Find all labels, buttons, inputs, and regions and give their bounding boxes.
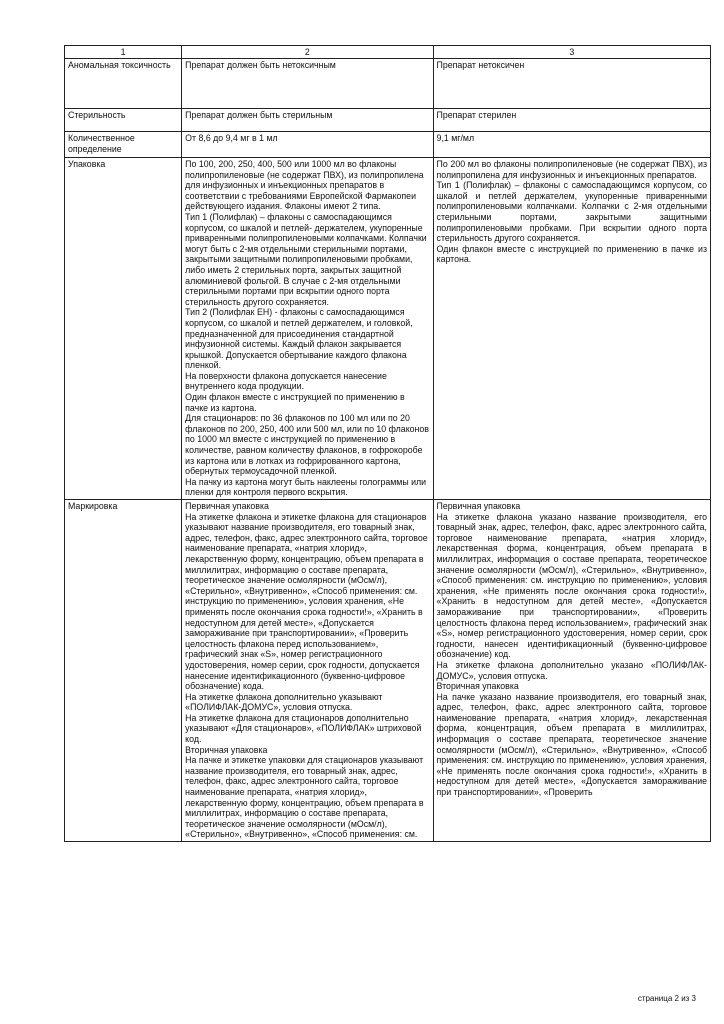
result-cell <box>433 500 710 842</box>
row-assay <box>65 132 711 158</box>
result-cell <box>433 109 710 132</box>
requirement-cell <box>182 109 433 132</box>
parameter-name: Упаковка <box>65 158 182 500</box>
requirement-paragraph: Для стационаров: по 36 флаконов по 100 мл или по 20 флаконов по 200, 250, 400 или 500 мл, или по 10 флаконов по 1000 мл вместе с инструкцией по применению в количестве, равном количеству флаконов, в гофрокоробе из картона или в лотках из гофрированного картона, обернутых термоусадочной пленкой. <box>185 413 429 477</box>
result-cell <box>433 132 710 158</box>
requirement-cell <box>182 500 433 842</box>
requirement-paragraph: На этикетке флакона для стационаров дополнительно указывают «Для стационаров», «ПОЛИФЛАК» штриховой код. <box>185 712 422 745</box>
result-paragraph: На этикетке флакона указано название производителя, его товарный знак, адрес, телефон, факс, адрес электронного сайта, торговое наименование препарата, «натрия хлорид», лекарственная форма, концентрация, объем препарата в миллилитрах, информация о составе препарата, теоретическое значение осмолярности (мОсм/л), «Стерильно», «Внутривенно», «Способ применения: см. инструкцию по применению», условия хранения, «Не применять после окончания срока годности!», «Хранить в недоступном для детей месте», «Допускается замораживание при транспортировании», «Проверить целостность флакона перед использованием», графический знак «S», номер регистрационного удостоверения, номер серии, срок годности, нанесен идентификационный (буквенно-цифровое обозначение) код. <box>436 511 707 660</box>
table-header-row <box>65 46 711 59</box>
result-paragraph: На этикетке флакона дополнительно указано «ПОЛИФЛАК-ДОМУС», условия отпуска. <box>436 659 707 681</box>
requirement-paragraph: Один флакон вместе с инструкцией по применению в пачке из картона. <box>185 392 405 413</box>
result-text: 9,1 мг/мл <box>436 133 475 143</box>
parameter-name: Количественное определение <box>65 132 182 158</box>
result-paragraph: Тип 1 (Полифлак) – флаконы с самоспадающимся корпусом, со шкалой и петлей держателем, укупоренные приваренными полипропиленовыми колпачками. Колпачки с 2-мя отдельными стерильными портами, закрытыми защитными полипропиленовыми пробками. При вскрытии одного порта стерильность другого сохраняется. <box>436 180 707 244</box>
parameter-name: Стерильность <box>65 109 182 132</box>
requirement-paragraph: По 100, 200, 250, 400, 500 или 1000 мл во флаконы полипропиленовые (не содержат ПВХ), из полипропилена для инфузионных и инъекционных препаратов в соответствии с требованиями Европейской Фармакопеи действующего издания. Флаконы имеют 2 типа. <box>185 159 424 212</box>
row-anomalous-toxicity <box>65 59 711 109</box>
specification-table <box>64 45 711 842</box>
requirement-subheading: Вторичная упаковка <box>185 744 268 755</box>
row-sterility <box>65 109 711 132</box>
result-paragraph: По 200 мл во флаконы полипропиленовые (не содержат ПВХ), из полипропилена для инфузионных и инъекционных препаратов. <box>436 159 707 180</box>
page-number: страница 2 из 3 <box>637 994 696 1003</box>
result-paragraph: На пачке указано название производителя, его товарный знак, адрес, телефон, факс, адрес электронного сайта, торговое наименование препарата, «натрия хлорид», лекарственная форма, концентрация, объем препарата в миллилитрах, информация о составе препарата, теоретическое значение осмолярности (мОсм/л), «Стерильно», «Внутривенно», «Способ применения: см. инструкцию по применению», условия хранения, «Не применять после окончания срока годности!», «Хранить в недоступном для детей месте», «Допускается замораживание при транспортировании», «Проверить <box>436 691 707 798</box>
result-paragraph: Один флакон вместе с инструкцией по применению в пачке из картона. <box>436 243 707 265</box>
requirement-paragraph: На пачке и этикетке упаковки для стационаров указывают название производителя, его товарный знак, адрес, телефон, факс, адрес электронного сайта, торговое наименование препарата, «натрия хлорид», лекарственную форму, концентрацию, объем препарата в миллилитрах, информацию о составе препарата, теоретическое значение осмолярности (мОсм/л), «Стерильно», «Внутривенно», «Способ применения: см. <box>185 755 424 840</box>
requirement-text: Препарат должен быть стерильным <box>185 110 333 120</box>
result-subheading: Вторичная упаковка <box>436 681 519 692</box>
requirement-cell <box>182 59 433 109</box>
requirement-cell <box>182 132 433 158</box>
row-labeling <box>65 500 711 842</box>
requirement-paragraph: Тип 2 (Полифлак ЕН) - флаконы с самоспадающимся корпусом, со шкалой и петлей держателем, и головкой, предназначенной для присоединения стандартной инфузионной системы. Каждый флакон закрывается крышкой. Допускается обертывание каждого флакона пленкой. <box>185 307 413 371</box>
result-text: Препарат нетоксичен <box>436 60 525 70</box>
requirement-paragraph: На этикетке флакона и этикетке флакона для стационаров указывают название производителя, его товарный знак, адрес, телефон, факс, адрес электронного сайта, торговое наименование препарата, «натрия хлорид», лекарственную форму, концентрацию, объем препарата в миллилитрах, информацию о составе препарата, теоретическое значение осмолярности (мОсм/л), «Стерильно», «Внутривенно», «Способ применения: см. инструкцию по применению», условия хранения, «Не применять после окончания срока годности!», «Хранить в недоступном для детей месте», «Допускается замораживание при транспортировании», «Проверить целостность флакона перед использованием», графический знак «S», номер регистрационного удостоверения, номер серии, срок годности, допускается нанесение идентификационного (буквенно-цифровое обозначение) кода. <box>185 511 428 692</box>
requirement-paragraph: На этикетке флакона дополнительно указывают «ПОЛИФЛАК-ДОМУС», условия отпуска. <box>185 691 383 713</box>
requirement-paragraph: На поверхности флакона допускается нанесение внутреннего кода продукции. <box>185 370 387 392</box>
header-col-2: 2 <box>182 46 433 59</box>
result-text: Препарат стерилен <box>436 110 517 120</box>
requirement-text: Препарат должен быть нетоксичным <box>185 60 336 70</box>
requirement-paragraph: На пачку из картона могут быть наклеены голограммы или пленки для контроля первого вскрытия. <box>185 476 427 498</box>
result-cell <box>433 158 710 500</box>
row-packaging <box>65 158 711 500</box>
header-col-3: 3 <box>433 46 710 59</box>
result-subheading: Первичная упаковка <box>436 501 521 511</box>
requirement-paragraph: Тип 1 (Полифлак) – флаконы с самоспадающимся корпусом, со шкалой и петлей- держателем, укупоренные приваренными полипропиленовыми колпачками. Колпачки могут быть с 2-мя отдельными стерильными портами, закрытыми защитными полипропиленовыми пробками, либо иметь 2 стерильных порта, закрытых защитной алюминиевой фольгой. В случае с 2-мя отдельными стерильными портами при вскрытии одного порта стерильность другого сохраняется. <box>185 211 427 307</box>
parameter-name: Аномальная токсичность <box>65 59 182 109</box>
requirement-text: От 8,6 до 9,4 мг в 1 мл <box>185 133 278 143</box>
requirement-cell <box>182 158 433 500</box>
parameter-name: Маркировка <box>65 500 182 842</box>
result-cell <box>433 59 710 109</box>
requirement-subheading: Первичная упаковка <box>185 501 269 511</box>
header-col-1: 1 <box>65 46 182 59</box>
